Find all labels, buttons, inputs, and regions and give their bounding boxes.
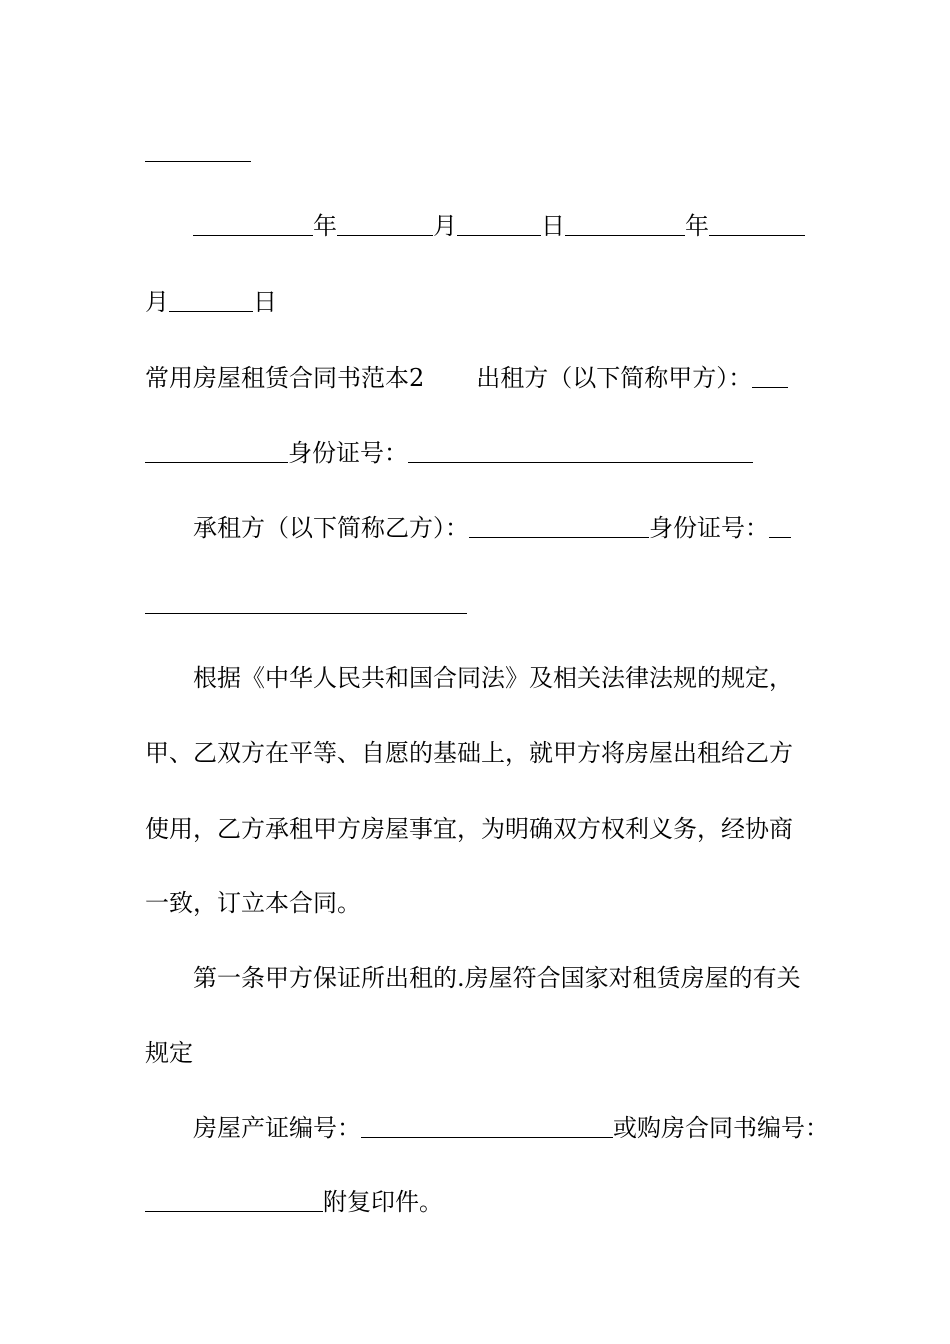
paragraph-line: 一致，订立本合同。 [145,889,361,917]
copy-attached-line [145,1186,810,1218]
article-line: 第一条甲方保证所出租的.房屋符合国家对租赁房屋的有关 [193,964,801,992]
paragraph-line: 根据《中华人民共和国合同法》及相关法律法规的规定， [193,664,793,692]
fill-in-blank [145,612,467,614]
lessor-id-line [145,437,810,469]
certificate-line [193,1112,829,1144]
fill-in-blank [752,386,788,388]
month-label: 月 [433,212,457,240]
copy-attached-text: 附复印件。 [323,1188,443,1216]
day-label: 日 [253,288,277,316]
date-range-line [193,210,810,242]
purchase-contract-label: 或购房合同书编号： [613,1114,829,1142]
fill-in-blank [193,234,313,236]
lessee-line [193,512,810,544]
day-label: 日 [541,212,565,240]
fill-in-blank [565,234,685,236]
fill-in-blank [169,310,253,312]
id-number-label: 身份证号： [288,439,408,467]
title-lessor-line [145,362,810,394]
date-range-line-cont [145,286,810,318]
article-line: 规定 [145,1039,193,1067]
month-label: 月 [145,288,169,316]
contract-title: 常用房屋租赁合同书范本2 [145,364,425,392]
fill-in-blank [145,1210,323,1212]
year-label: 年 [685,212,709,240]
fill-in-blank [145,160,251,162]
id-number-label: 身份证号： [649,514,769,542]
fill-in-blank [457,234,541,236]
paragraph-line: 使用，乙方承租甲方房屋事宜，为明确双方权利义务，经协商 [145,815,793,843]
fill-in-blank [145,461,288,463]
year-label: 年 [313,212,337,240]
fill-in-blank [361,1136,613,1138]
fill-in-blank [337,234,433,236]
fill-in-blank [769,536,791,538]
lessee-id-line [145,588,810,620]
lessee-label: 承租方（以下简称乙方）： [193,514,469,542]
fill-in-blank [408,461,753,463]
blank-line-top [145,136,810,168]
fill-in-blank [469,536,649,538]
lessor-label: 出租方（以下简称甲方）： [476,364,753,392]
fill-in-blank [709,234,805,236]
cert-number-label: 房屋产证编号： [193,1114,361,1142]
paragraph-line: 甲、乙双方在平等、自愿的基础上，就甲方将房屋出租给乙方 [145,739,793,767]
